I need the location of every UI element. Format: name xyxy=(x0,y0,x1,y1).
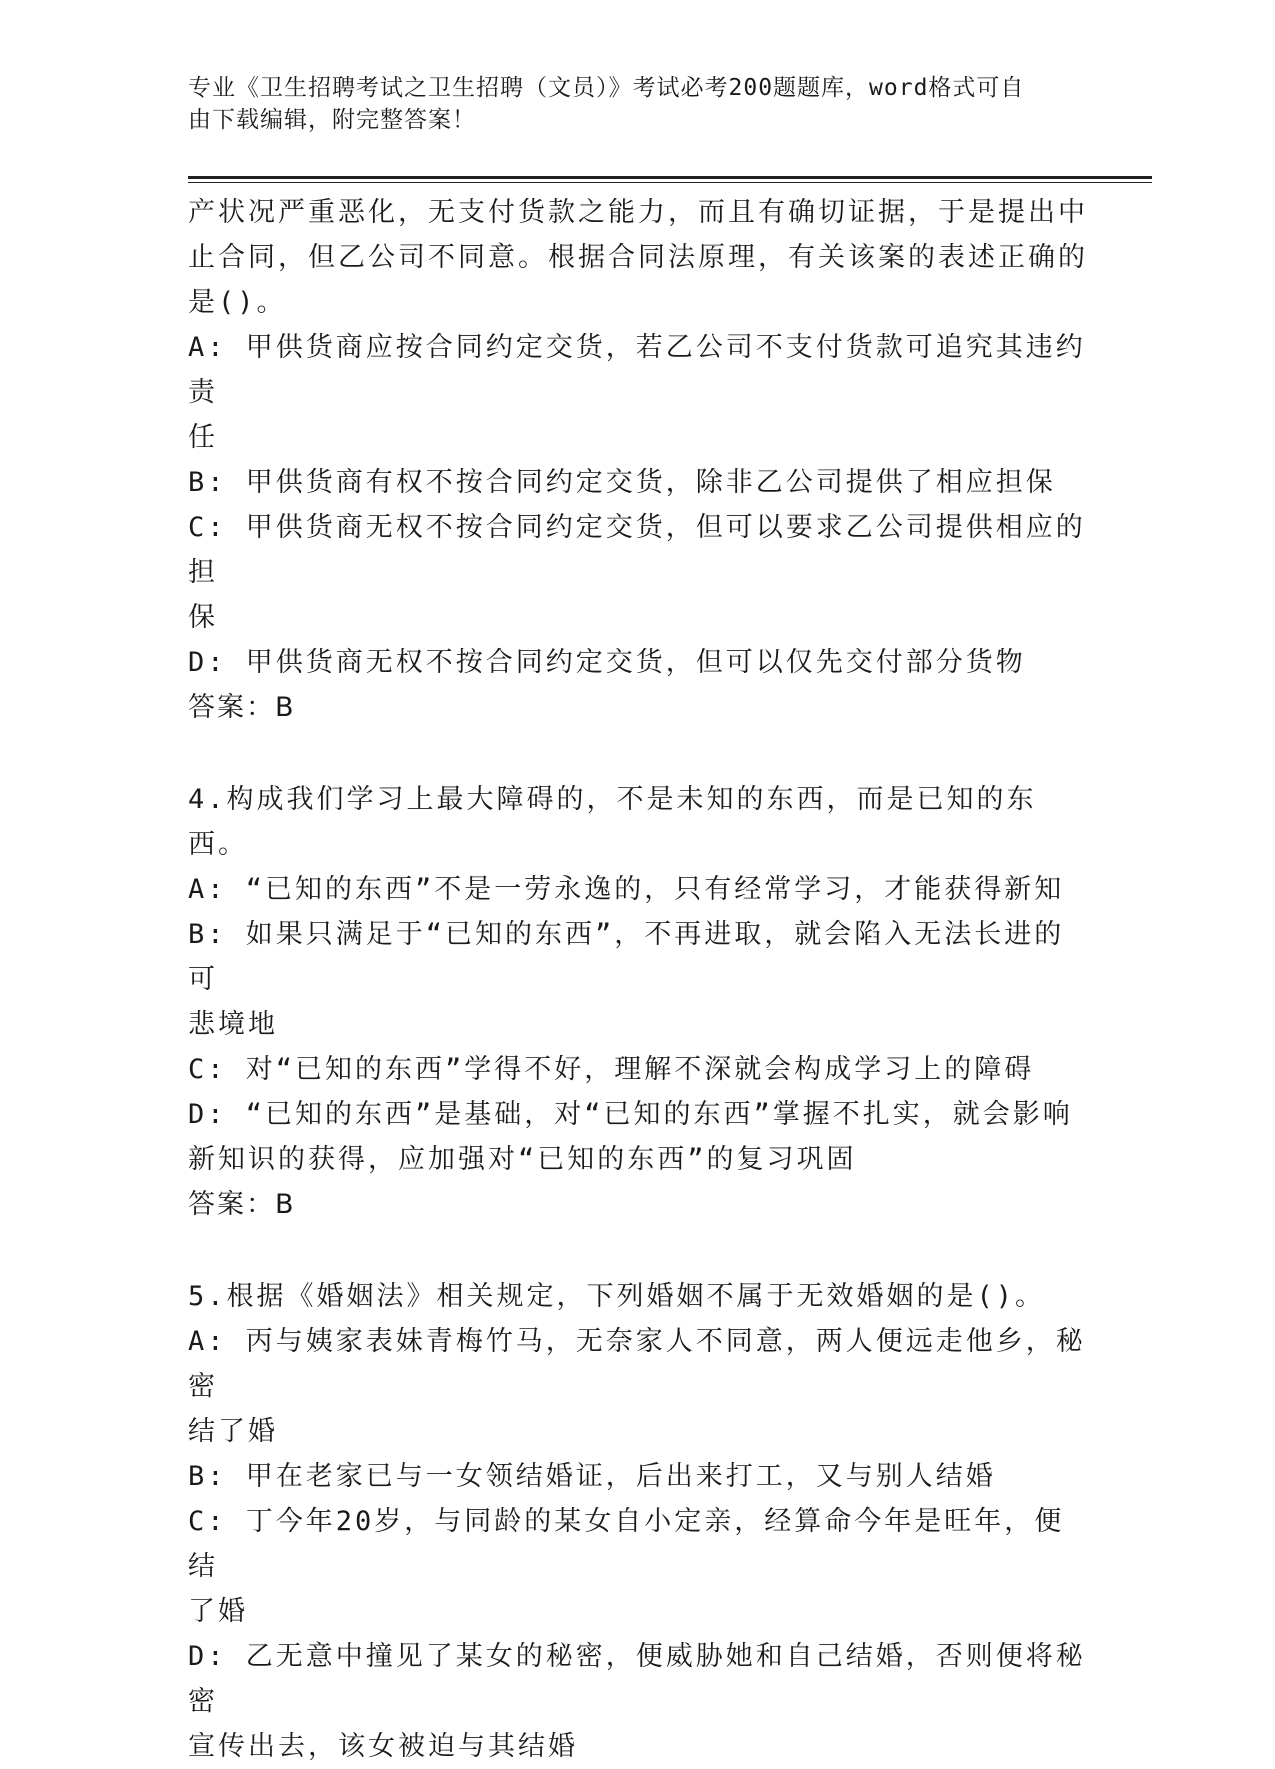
option-b: B: 甲在老家已与一女领结婚证，后出来打工，又与别人结婚 xyxy=(188,1461,996,1492)
option-a-continued: 任 xyxy=(188,422,218,453)
option-d-continued: 宣传出去，该女被迫与其结婚 xyxy=(188,1731,578,1762)
option-a-continued: 结了婚 xyxy=(188,1416,278,1447)
option-d-continued: 新知识的获得，应加强对“已知的东西”的复习巩固 xyxy=(188,1144,857,1175)
option-c-continued: 保 xyxy=(188,602,218,633)
question-stem-line: 产状况严重恶化，无支付货款之能力，而且有确切证据，于是提出中 xyxy=(188,197,1088,228)
option-d: D: 乙无意中撞见了某女的秘密，便威胁她和自己结婚，否则便将秘密 xyxy=(188,1641,1086,1717)
question-spacer xyxy=(188,1227,1088,1274)
header-divider-thin xyxy=(188,182,1152,183)
answer-label: 答案：B xyxy=(188,1189,296,1220)
question-stem-line: 是()。 xyxy=(188,287,287,318)
option-a: A: 丙与姨家表妹青梅竹马，无奈家人不同意，两人便远走他乡，秘密 xyxy=(188,1326,1086,1402)
option-b: B: 甲供货商有权不按合同约定交货，除非乙公司提供了相应担保 xyxy=(188,467,1056,498)
option-c-continued: 了婚 xyxy=(188,1596,248,1627)
option-b: B: 如果只满足于“已知的东西”，不再进取，就会陷入无法长进的可 xyxy=(188,919,1065,995)
header-title-line-2: 由下载编辑，附完整答案！ xyxy=(188,107,476,133)
option-b-continued: 悲境地 xyxy=(188,1009,278,1040)
option-c: C: 甲供货商无权不按合同约定交货，但可以要求乙公司提供相应的担 xyxy=(188,512,1086,588)
question-3 xyxy=(188,190,1088,730)
header-title-line-1: 专业《卫生招聘考试之卫生招聘（文员）》考试必考200题题库，word格式可自 xyxy=(188,75,1025,101)
question-stem-line: 止合同，但乙公司不同意。根据合同法原理，有关该案的表述正确的 xyxy=(188,242,1088,273)
document-body xyxy=(188,190,1088,1769)
option-a: A: “已知的东西”不是一劳永逸的，只有经常学习，才能获得新知 xyxy=(188,874,1065,905)
option-c: C: 丁今年20岁，与同龄的某女自小定亲，经算命今年是旺年，便结 xyxy=(188,1506,1065,1582)
answer-label: 答案：B xyxy=(188,692,296,723)
document-header xyxy=(188,72,1068,136)
header-divider-thick xyxy=(188,176,1152,179)
question-stem: 4.构成我们学习上最大障碍的，不是未知的东西，而是已知的东西。 xyxy=(188,784,1037,860)
option-d: D: 甲供货商无权不按合同约定交货，但可以仅先交付部分货物 xyxy=(188,647,1026,678)
question-spacer xyxy=(188,730,1088,777)
question-stem: 5.根据《婚姻法》相关规定，下列婚姻不属于无效婚姻的是()。 xyxy=(188,1281,1046,1312)
option-a: A: 甲供货商应按合同约定交货，若乙公司不支付货款可追究其违约责 xyxy=(188,332,1086,408)
question-5 xyxy=(188,1274,1088,1769)
option-d: D: “已知的东西”是基础，对“已知的东西”掌握不扎实，就会影响 xyxy=(188,1099,1073,1130)
option-c: C: 对“已知的东西”学得不好，理解不深就会构成学习上的障碍 xyxy=(188,1054,1035,1085)
question-4 xyxy=(188,777,1088,1227)
